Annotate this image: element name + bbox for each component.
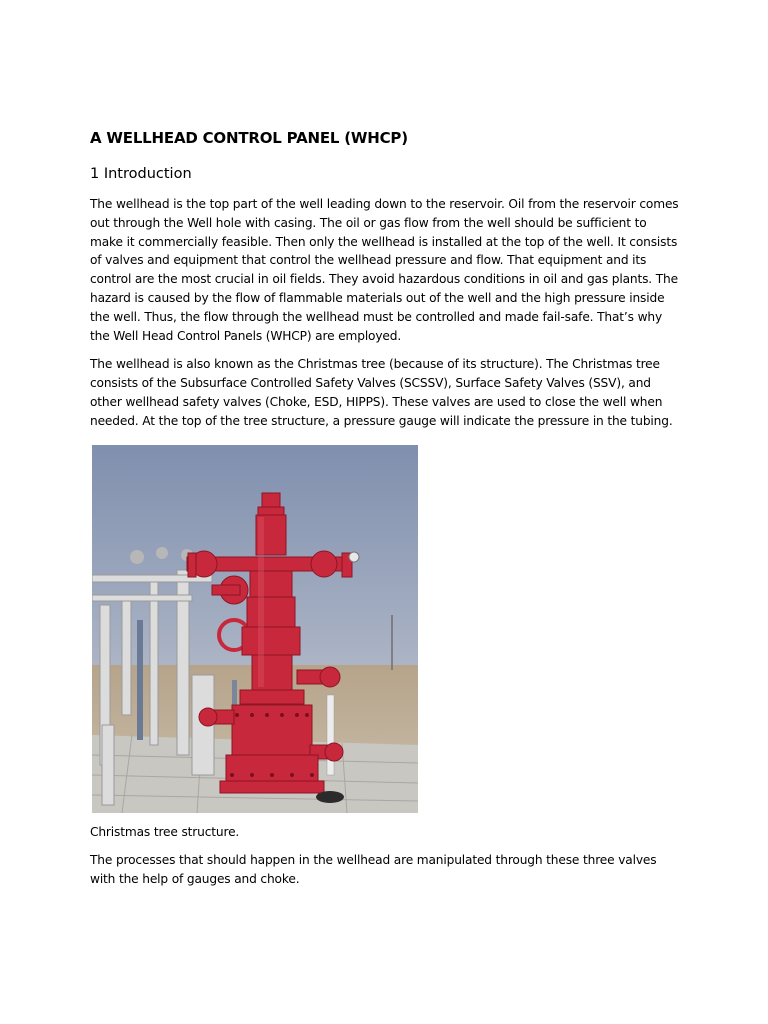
paragraph-closing: The processes that should happen in the wellhead are manipulated through these three valves with the help of gauges and choke. [90, 853, 657, 887]
christmas-tree-photo [92, 445, 418, 813]
document-title: A WELLHEAD CONTROL PANEL (WHCP) [90, 129, 408, 147]
paragraph-intro: The wellhead is the top part of the well leading down to the reservoir. Oil from the reservoir comes out through the Well hole with casing. The oil or gas flow from the well should be sufficient to make it commercially feasible. Then only the wellhead is installed at the top of the well. It consists of valves and equipment that control the wellhead pressure and flow. That equipment and its control are the most crucial in oil fields. They avoid hazardous conditions in oil and gas plants. The hazard is caused by the flow of flammable materials out of the well and the high pressure inside the well. Thus, the flow through the wellhead must be controlled and made fail-safe. That’s why the Well Head Control Panels (WHCP) are employed. [90, 197, 679, 343]
section-heading: 1 Introduction [90, 166, 192, 182]
document-body [90, 127, 680, 899]
paragraph-christmas-tree: The wellhead is also known as the Christmas tree (because of its structure). The Christmas tree consists of the Subsurface Controlled Safety Valves (SCSSV), Surface Safety Valves (SSV), and other wellhead safety valves (Choke, ESD, HIPPS). These valves are used to close the well when needed. At the top of the tree structure, a pressure gauge will indicate the pressure in the tubing. [90, 357, 673, 428]
figure-caption: Christmas tree structure. [90, 824, 240, 839]
